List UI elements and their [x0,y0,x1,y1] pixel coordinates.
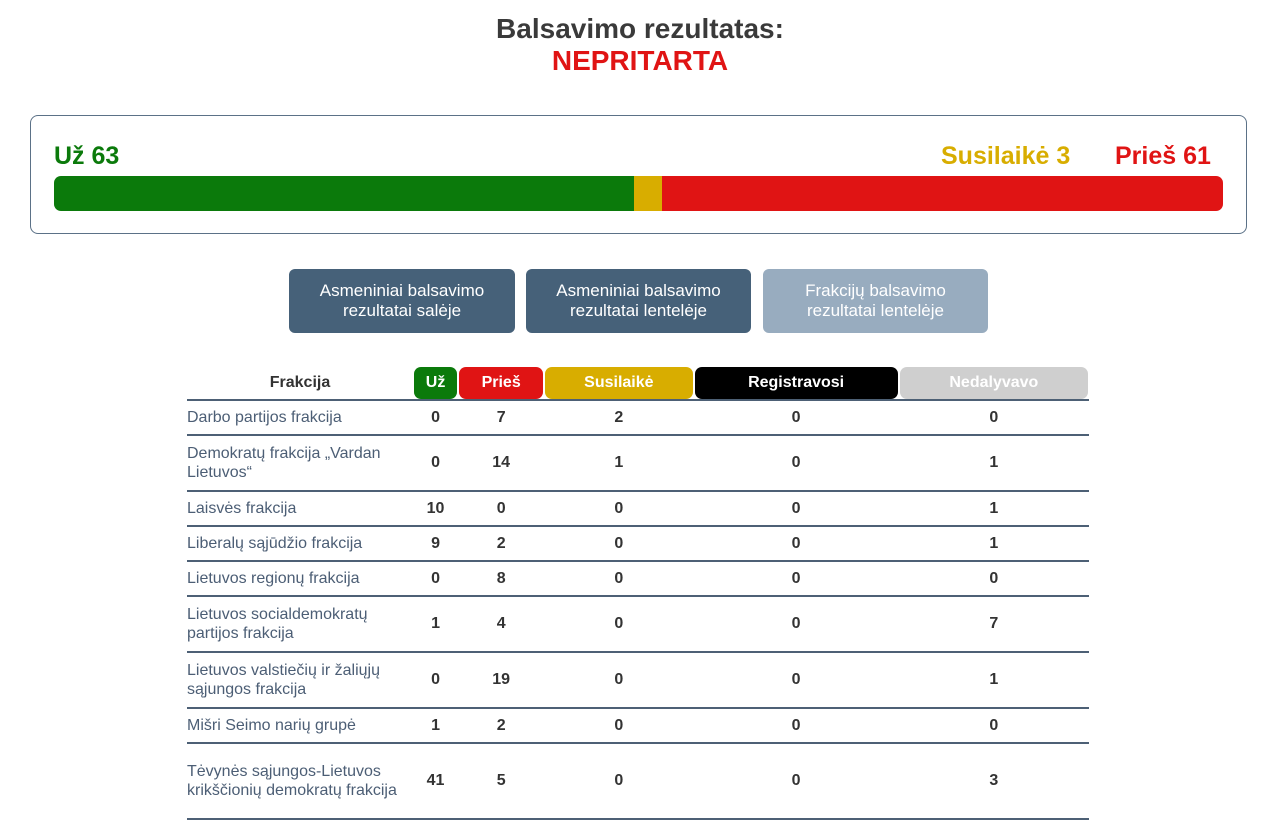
vote-count-cell: 1 [989,534,999,552]
vote-count-cell: 9 [431,534,440,552]
tab-label: Asmeniniai balsavimo rezultatai salėje [319,281,485,320]
column-header-absent-label: Nedalyvavo [900,367,1088,399]
tab-label: Frakcijų balsavimo rezultatai lentelėje [805,281,946,320]
vote-count-cell: 0 [614,671,624,688]
column-header-registered-label: Registravosi [695,367,898,399]
vote-count-cell: 1 [989,499,999,517]
vote-count-cell: 0 [614,615,624,632]
vote-count-cell: 2 [614,408,624,426]
table-row [187,561,1089,596]
vote-count-cell: 4 [496,615,506,632]
column-header-absent [899,366,1089,400]
vote-count-cell: 0 [431,569,440,587]
column-header-registered [694,366,899,400]
tab-label: Asmeniniai balsavimo rezultatai lentelėje [556,281,721,320]
vote-count-cell: 0 [791,615,801,632]
column-header-faction: Frakcija [269,373,331,391]
column-header-against [458,366,544,400]
column-header-abstain [544,366,693,400]
table-header-row [187,366,1089,400]
vote-count-cell: 0 [989,716,999,734]
vote-count-cell: 1 [431,716,440,734]
vote-count-cell: 0 [614,499,624,517]
vote-count-cell: 0 [614,534,624,552]
vote-count-cell: 0 [791,671,801,688]
faction-name-cell: Liberalų sąjūdžio frakcija [187,535,363,552]
faction-name-cell: Laisvės frakcija [187,500,297,517]
page-title: Balsavimo rezultatas: [496,13,784,44]
faction-name-cell: Lietuvos regionų frakcija [187,570,360,587]
vote-count-cell: 10 [426,499,445,517]
faction-name-cell: Lietuvos socialdemokratų partijos frakcija [187,606,368,642]
table-body [187,400,1089,819]
tab-faction-results-table[interactable] [763,269,988,333]
vote-count-cell: 0 [614,569,624,587]
table-row [187,743,1089,819]
vote-bar-abstain-segment [634,176,662,211]
vote-count-cell: 0 [791,454,801,471]
vote-bar-for-segment [54,176,634,211]
vote-count-cell: 0 [989,408,999,426]
vote-count-cell: 1 [431,615,440,632]
against-count-label: Prieš 61 [1115,142,1211,170]
table-row [187,400,1089,435]
vote-count-cell: 0 [614,716,624,734]
table-row [187,652,1089,708]
vote-bar-against-segment [662,176,1223,211]
tab-personal-results-table[interactable] [526,269,751,333]
vote-count-cell: 41 [426,772,445,789]
vote-count-cell: 0 [431,454,440,471]
column-header-abstain-label: Susilaikė [545,367,692,399]
vote-count-cell: 5 [496,772,506,789]
vote-count-cell: 0 [496,499,506,517]
vote-count-cell: 1 [989,671,999,688]
faction-name-cell: Tėvynės sąjungos-Lietuvos krikščionių demokratų frakcija [187,763,397,799]
vote-count-cell: 0 [791,569,801,587]
vote-count-cell: 0 [791,408,801,426]
vote-count-cell: 0 [431,671,440,688]
vote-count-cell: 0 [791,534,801,552]
faction-results-table [187,366,1089,820]
vote-count-cell: 2 [496,716,506,734]
table-row [187,596,1089,652]
vote-count-cell: 0 [989,569,999,587]
for-count-label: Už 63 [54,142,120,170]
tab-personal-results-hall[interactable] [289,269,515,333]
vote-count-cell: 0 [791,716,801,734]
vote-count-cell: 0 [791,772,801,789]
faction-name-cell: Mišri Seimo narių grupė [187,717,356,734]
faction-name-cell: Demokratų frakcija „Vardan Lietuvos“ [187,445,381,481]
abstain-count-label: Susilaikė 3 [941,142,1071,170]
vote-count-cell: 19 [492,671,511,688]
column-header-for-label: Už [414,367,457,399]
vote-count-cell: 7 [989,615,999,632]
result-heading [0,12,1280,76]
vote-count-cell: 3 [989,772,999,789]
vote-count-cell: 8 [496,569,506,587]
table-row [187,491,1089,526]
vote-count-cell: 0 [614,772,624,789]
vote-count-cell: 14 [492,454,511,471]
vote-summary-panel [30,115,1247,234]
vote-count-cell: 0 [791,499,801,517]
table-row [187,526,1089,561]
table-row [187,435,1089,491]
vote-result-status: NEPRITARTA [551,45,729,76]
column-header-against-label: Prieš [459,367,543,399]
vote-count-cell: 1 [614,454,624,471]
table-row [187,708,1089,743]
vote-distribution-bar [54,176,1223,211]
vote-count-cell: 2 [496,534,506,552]
column-header-for [413,366,458,400]
vote-count-cell: 7 [496,408,506,426]
faction-name-cell: Lietuvos valstiečių ir žaliųjų sąjungos frakcija [187,662,380,698]
vote-count-cell: 1 [989,454,999,471]
faction-name-cell: Darbo partijos frakcija [187,409,342,426]
vote-count-cell: 0 [431,408,440,426]
